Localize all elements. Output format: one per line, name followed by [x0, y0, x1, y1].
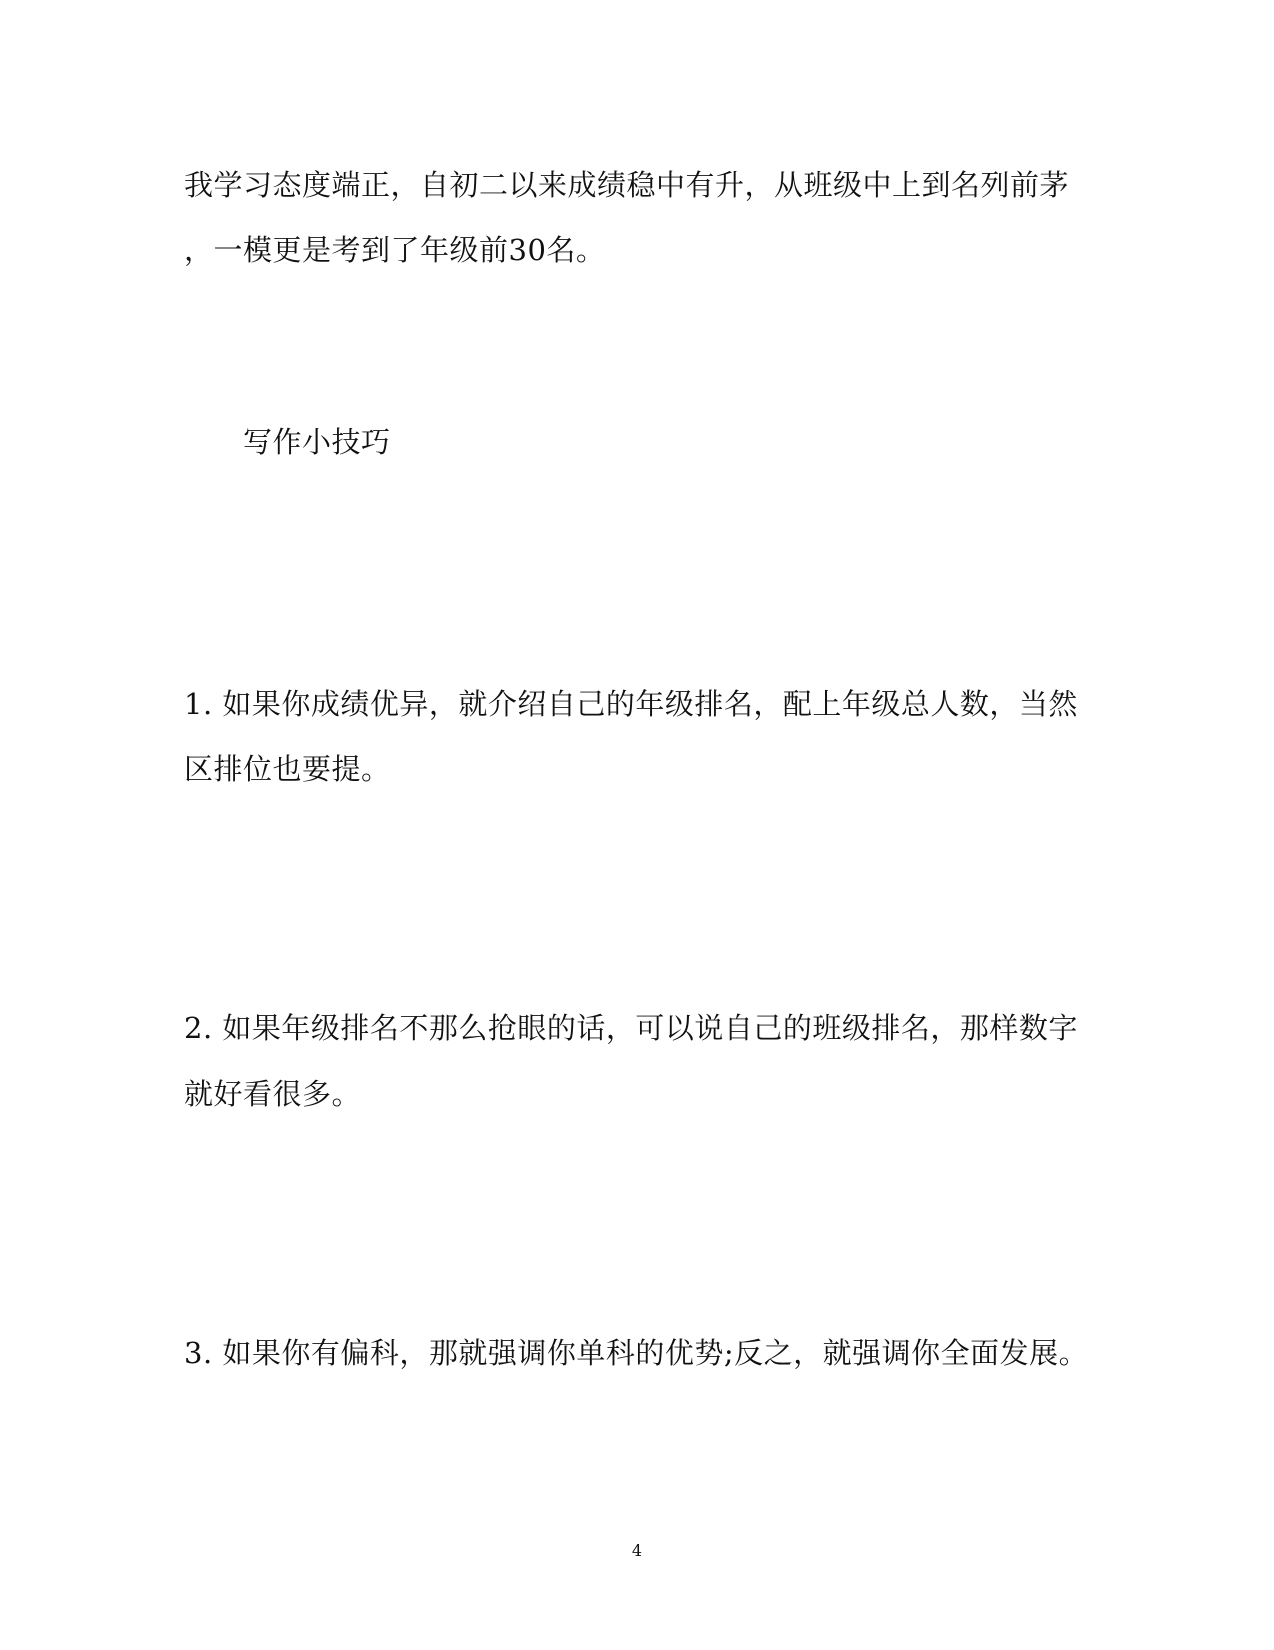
paragraph-line: ，一模更是考到了年级前30名。: [184, 233, 606, 267]
paragraph-line: 我学习态度端正，自初二以来成绩稳中有升，从班级中上到名列前茅: [184, 168, 1070, 202]
section-heading: 写作小技巧: [243, 425, 391, 459]
page-number: 4: [631, 1541, 643, 1560]
tip-2-line-1: 2. 如果年级排名不那么抢眼的话，可以说自己的班级排名，那样数字: [184, 1011, 1078, 1045]
tip-3-line-1: 3. 如果你有偏科，那就强调你单科的优势;反之，就强调你全面发展。: [184, 1336, 1089, 1370]
tip-1-line-1: 1. 如果你成绩优异，就介绍自己的年级排名，配上年级总人数，当然: [184, 687, 1078, 721]
tip-2-line-2: 就好看很多。: [184, 1077, 362, 1111]
tip-1-line-2: 区排位也要提。: [184, 752, 391, 786]
